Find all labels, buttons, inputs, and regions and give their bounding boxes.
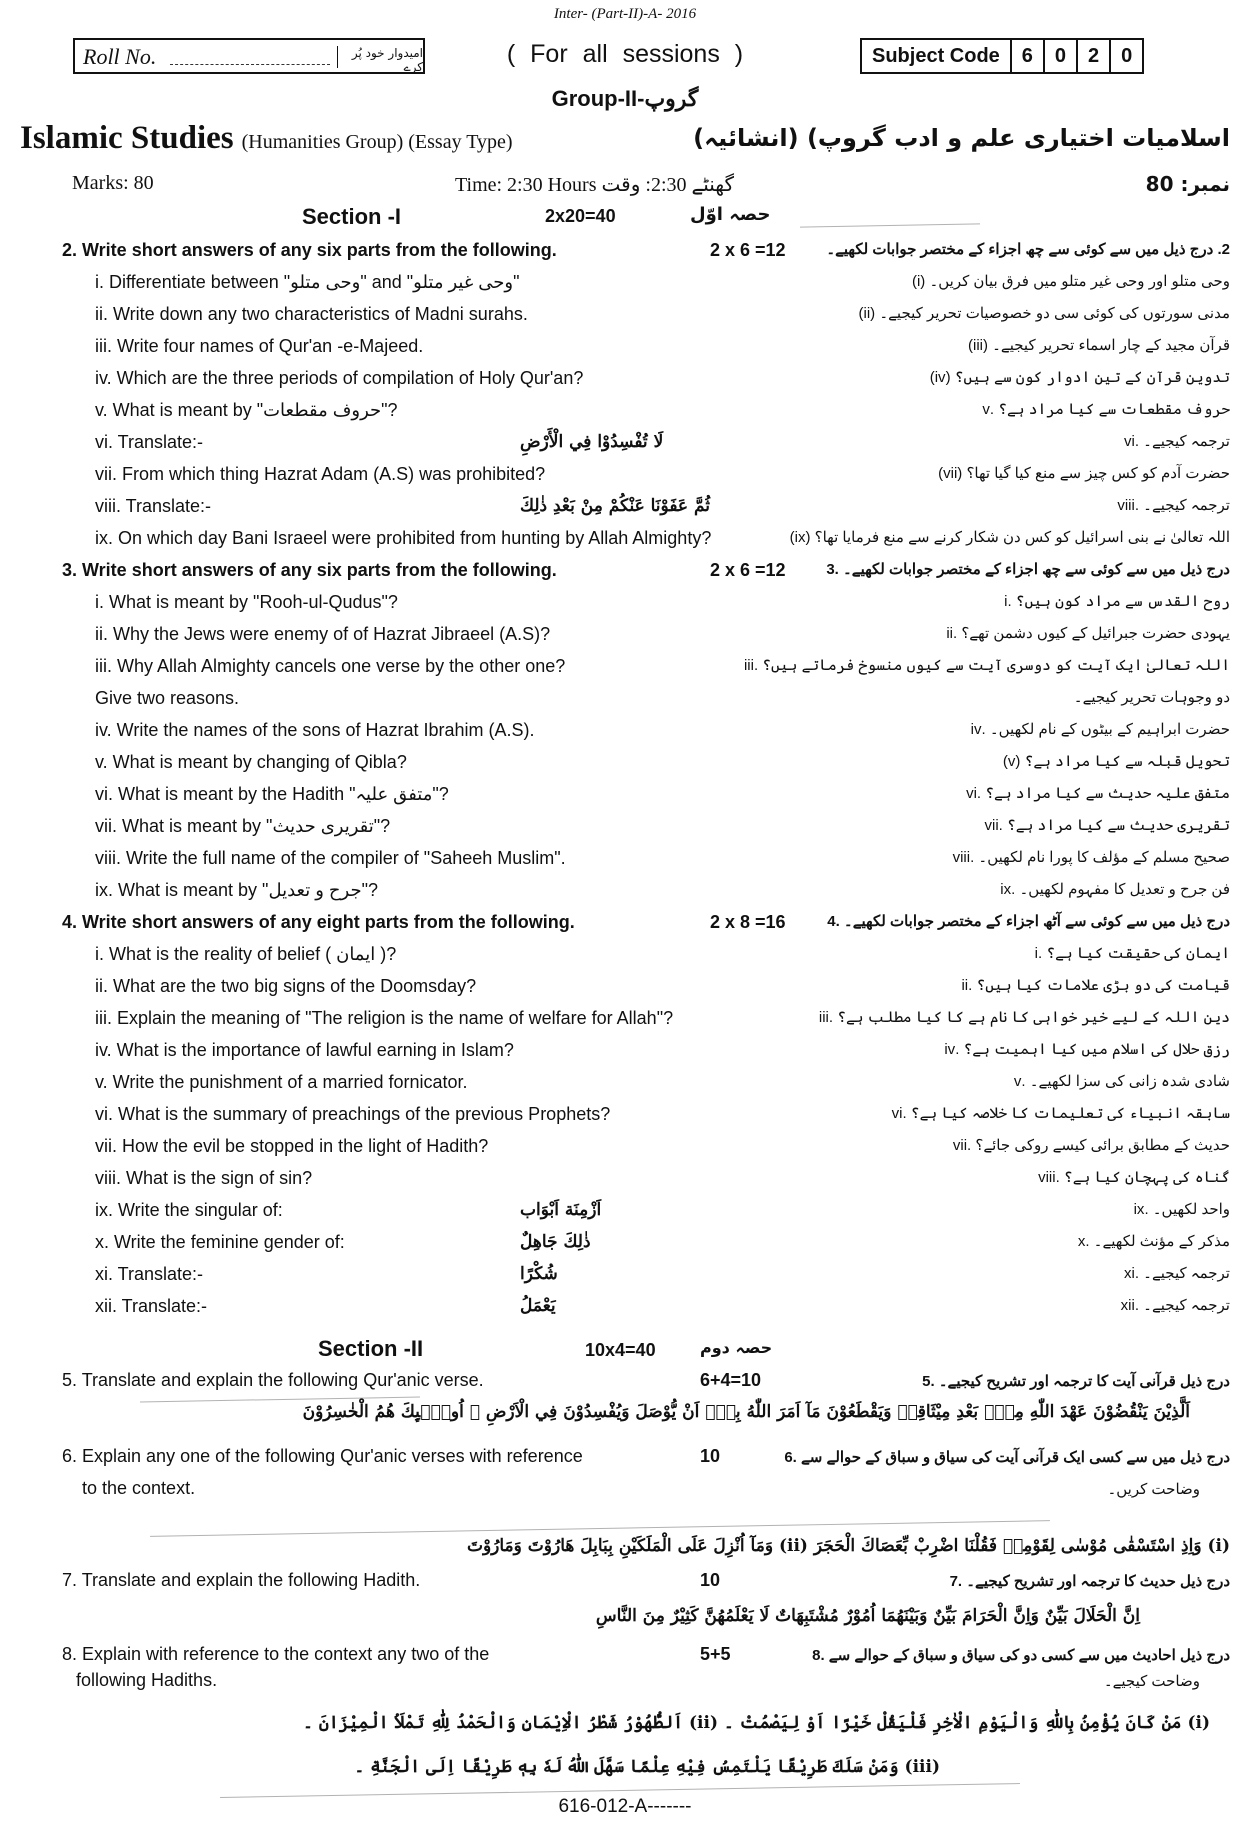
roll-label: Roll No. [83, 44, 157, 69]
question-text: iii. Explain the meaning of "The religion is the name of welfare for Allah"? [95, 1008, 674, 1028]
section-1-questions [0, 234, 1250, 1322]
section-1-urdu: حصہ اوّل [690, 204, 771, 225]
q7-urdu: درج ذیل حدیث کا ترجمہ اور تشریح کیجیے۔ .7 [949, 1573, 1230, 1590]
q8-urdu: درج ذیل احادیث میں سے کسی دو کی سیاق و سباق کے حوالے سے .8 [812, 1647, 1230, 1664]
question-urdu: درج ذیل میں سے کوئی سے آٹھ اجزاء کے مختصر جوابات لکھیے۔ .4 [827, 913, 1230, 930]
section-1-title: Section -I [302, 204, 402, 229]
arabic-text: شُكْرًا [520, 1264, 558, 1284]
question-part [0, 1226, 1250, 1258]
q8-text: 8. Explain with reference to the context any two of the [62, 1644, 490, 1664]
question-urdu: ترجمہ کیجیے۔ .xii [1120, 1297, 1230, 1314]
question-part [0, 1098, 1250, 1130]
question-marks: 2 x 6 =12 [710, 560, 786, 580]
question-part [0, 1130, 1250, 1162]
question-text: iv. Which are the three periods of compilation of Holy Qur'an? [95, 368, 584, 388]
q6-urdu: درج ذیل میں سے کسی ایک قرآنی آیت کی سیاق و سباق کے حوالے سے .6 [784, 1449, 1230, 1466]
question-urdu: متفق علیہ حدیث سے کیا مراد ہے؟ .vi [966, 785, 1230, 802]
question-urdu: 2. درج ذیل میں سے کوئی سے چھ اجزاء کے مختصر جوابات لکھیے۔ [826, 241, 1230, 258]
question-part [0, 714, 1250, 746]
q7-marks: 10 [700, 1570, 721, 1590]
title-main: Islamic Studies [20, 120, 234, 156]
question-text: i. What is the reality of belief ( ایمان )? [95, 944, 397, 964]
question-text: i. Differentiate between "وحی متلو" and "وحی غیر متلو" [95, 272, 520, 292]
question-urdu: تقریری حدیث سے کیا مراد ہے؟ .vii [984, 817, 1230, 834]
q6-text: 6. Explain any one of the following Qur'anic verses with reference [62, 1446, 583, 1466]
handwriting-mark [150, 1520, 1050, 1537]
q8-text-2: following Hadiths. [76, 1670, 218, 1690]
question-text: v. What is meant by "حروف مقطعات"? [95, 400, 398, 420]
q6-verses: (i) وَاِذِ اسْتَسْقٰى مُوْسٰى لِقَوْمِهٖ فَقُلْنَا اضْرِبْ بِّعَصَاكَ الْحَجَرَ (ii) وَمَآ اُنْزِلَ عَلَى الْمَلَكَيْنِ بِبَابِلَ هَارُوْتَ وَمَارُوْتَ [466, 1536, 1230, 1556]
question-heading [0, 234, 1250, 266]
q7-text: 7. Translate and explain the following Hadith. [62, 1570, 421, 1590]
code-digit: 2 [1078, 40, 1111, 72]
question-urdu: دو وجوہات تحریر کیجیے۔ [1073, 689, 1230, 706]
question-text: vi. What is the summary of preachings of the previous Prophets? [95, 1104, 611, 1124]
title-sub: (Humanities Group) (Essay Type) [241, 131, 513, 153]
section-2-title: Section -II [318, 1336, 424, 1361]
question-urdu: مدنی سورتوں کی کوئی سی دو خصوصیات تحریر کیجیے۔ (ii) [858, 305, 1230, 322]
q8-hadith-1-2: (i) مَنْ كَانَ يُؤْمِنُ بِاللّٰهِ وَالْيَوْمِ الْاٰخِرِ فَلْيَقُلْ خَيْرًا اَوْ لِيَصْمُتْ ۔ (ii) اَلطُّهُوْرُ شَطْرُ الْاِيْمَانِ وَالْحَمْدُ لِلّٰهِ تَمْلَاُ الْمِيْزَانَ ۔ [302, 1713, 1210, 1733]
question-part [0, 586, 1250, 618]
question-urdu: روح القدس سے مراد کون ہیں؟ .i [1004, 593, 1230, 610]
question-part [0, 1290, 1250, 1322]
question-text: ii. What are the two big signs of the Doomsday? [95, 976, 477, 996]
question-text: 2. Write short answers of any six parts from the following. [62, 240, 557, 260]
arabic-text: ذٰلِكَ جَاهِلٌ [520, 1232, 591, 1252]
question-urdu: مذکر کے مؤنث لکھیے۔ .x [1077, 1233, 1230, 1250]
question-urdu: صحیح مسلم کے مؤلف کا پورا نام لکھیں۔ .viii [952, 849, 1230, 866]
roll-urdu-note: امیدوار خود پُر کرے [337, 46, 423, 68]
question-text: 3. Write short answers of any six parts from the following. [62, 560, 557, 580]
question-text: iii. Why Allah Almighty cancels one verse by the other one? [95, 656, 566, 676]
question-part [0, 842, 1250, 874]
time-allowed: Time: 2:30 Hours گھنٹے 2:30: وقت [455, 174, 735, 196]
question-text: vii. From which thing Hazrat Adam (A.S) was prohibited? [95, 464, 546, 484]
q5-urdu: درج ذیل قرآنی آیت کا ترجمہ اور تشریح کیجیے۔ .5 [922, 1373, 1230, 1390]
group-label: Group-II-گروپ [551, 86, 699, 111]
question-urdu: وحی متلو اور وحی غیر متلو میں فرق بیان کریں۔ (i) [911, 273, 1230, 290]
question-part [0, 1162, 1250, 1194]
question-urdu: قرآن مجید کے چار اسماء تحریر کیجیے۔ (iii) [967, 337, 1230, 354]
question-urdu: ایمان کی حقیقت کیا ہے؟ .i [1034, 945, 1230, 962]
question-text: ix. On which day Bani Israeel were prohibited from hunting by Allah Almighty? [95, 528, 712, 548]
question-part [0, 522, 1250, 554]
question-text: vi. Translate:- [95, 432, 204, 452]
question-text: viii. What is the sign of sin? [95, 1168, 313, 1188]
question-part [0, 618, 1250, 650]
code-digit: 6 [1012, 40, 1045, 72]
total-marks: Marks: 80 [72, 172, 154, 194]
q7-hadith: اِنَّ الْحَلَالَ بَيِّنٌ وَاِنَّ الْحَرَامَ بَيِّنٌ وَبَيْنَهُمَا اُمُوْرٌ مُشْتَبِهَاتٌ لَا يَعْلَمُهُنَّ كَثِيْرٌ مِنَ النَّاسِ [595, 1606, 1140, 1626]
question-text: iii. Write four names of Qur'an -e-Majeed. [95, 336, 424, 356]
q8-urdu-2: وضاحت کیجیے۔ [1103, 1673, 1200, 1690]
question-marks: 2 x 6 =12 [710, 240, 786, 260]
paper-title [20, 120, 513, 157]
question-urdu: گناہ کی پہچان کیا ہے؟ .viii [1038, 1169, 1230, 1186]
question-urdu: رزق حلال کی اسلام میں کیا اہمیت ہے؟ .iv [944, 1041, 1230, 1058]
question-text: x. Write the feminine gender of: [95, 1232, 345, 1252]
question-heading [0, 906, 1250, 938]
section-2-urdu: حصہ دوم [700, 1338, 773, 1357]
section-1-marks: 2x20=40 [545, 206, 616, 226]
question-part [0, 362, 1250, 394]
question-part [0, 1002, 1250, 1034]
question-urdu: شادی شدہ زانی کی سزا لکھیے۔ .v [1013, 1073, 1230, 1090]
question-part [0, 490, 1250, 522]
sessions-label: ( For all sessions ) [506, 40, 744, 68]
q6-urdu-2: وضاحت کریں۔ [1107, 1481, 1200, 1498]
question-part [0, 1034, 1250, 1066]
question-text: ix. Write the singular of: [95, 1200, 283, 1220]
question-part [0, 266, 1250, 298]
question-text: iv. What is the importance of lawful earning in Islam? [95, 1040, 514, 1060]
total-marks-urdu: نمبر: 80 [1145, 172, 1230, 196]
question-urdu: قیامت کی دو بڑی علامات کیا ہیں؟ .ii [961, 977, 1230, 994]
question-part [0, 1194, 1250, 1226]
question-text: ii. Write down any two characteristics of Madni surahs. [95, 304, 528, 324]
question-text: 4. Write short answers of any eight parts from the following. [62, 912, 575, 932]
question-part [0, 1066, 1250, 1098]
question-text: ii. Why the Jews were enemy of of Hazrat Jibraeel (A.S)? [95, 624, 551, 644]
q5-marks: 6+4=10 [700, 1370, 762, 1390]
question-text: Give two reasons. [95, 688, 240, 708]
question-part [0, 394, 1250, 426]
question-text: iv. Write the names of the sons of Hazrat Ibrahim (A.S). [95, 720, 535, 740]
question-part [0, 650, 1250, 682]
paper-code: Inter- (Part-II)-A- 2016 [553, 6, 697, 22]
question-part [0, 970, 1250, 1002]
section-2-marks: 10x4=40 [585, 1340, 656, 1360]
question-text: xii. Translate:- [95, 1296, 208, 1316]
question-urdu: حضرت آدم کو کس چیز سے منع کیا گیا تھا؟ (vii) [938, 465, 1230, 482]
arabic-text: يَعْمَلُ [520, 1296, 556, 1316]
question-urdu: ترجمہ کیجیے۔ .viii [1117, 497, 1230, 514]
question-text: viii. Translate:- [95, 496, 212, 516]
question-urdu: فن جرح و تعدیل کا مفہوم لکھیں۔ .ix [1000, 881, 1230, 898]
question-urdu: دین اللہ کے لیے خیر خواہی کا نام ہے کا کیا مطلب ہے؟ .iii [818, 1009, 1230, 1026]
question-urdu: اللہ تعالیٰ نے بنی اسرائیل کو کس دن شکار کرنے سے منع فرمایا تھا؟ (ix) [789, 529, 1230, 546]
question-text: vii. What is meant by "تقریری حدیث"? [95, 816, 391, 836]
question-urdu: اللہ تعالیٰ ایک آیت کو دوسری آیت سے کیوں منسوخ فرماتے ہیں؟ .iii [743, 657, 1230, 674]
q8-marks: 5+5 [700, 1644, 731, 1664]
question-part [0, 298, 1250, 330]
question-urdu: حروف مقطعات سے کیا مراد ہے؟ .v [982, 401, 1230, 418]
question-part [0, 330, 1250, 362]
arabic-text: ثُمَّ عَفَوْنَا عَنْكُمْ مِنْ بَعْدِ ذٰلِكَ [520, 496, 711, 516]
question-urdu: واحد لکھیں۔ .ix [1133, 1201, 1230, 1218]
question-part [0, 746, 1250, 778]
footer-code: 616-012-A------- [558, 1796, 692, 1817]
question-urdu: ترجمہ کیجیے۔ .vi [1124, 433, 1230, 450]
q5-text: 5. Translate and explain the following Qur'anic verse. [62, 1370, 484, 1390]
arabic-text: لَا تُفْسِدُوْا فِي الْأَرْضِ [520, 432, 664, 452]
question-part [0, 810, 1250, 842]
question-urdu: حضرت ابراہیم کے بیٹوں کے نام لکھیں۔ .iv [970, 721, 1230, 738]
question-text: v. What is meant by changing of Qibla? [95, 752, 407, 772]
question-heading [0, 554, 1250, 586]
question-urdu: سابقہ انبیاء کی تعلیمات کا خلاصہ کیا ہے؟ .vi [891, 1105, 1230, 1122]
question-marks: 2 x 8 =16 [710, 912, 786, 932]
question-text: v. Write the punishment of a married fornicator. [95, 1072, 468, 1092]
question-urdu: حدیث کے مطابق برائی کیسے روکی جائے؟ .vii [952, 1137, 1230, 1154]
question-text: ix. What is meant by "جرح و تعدیل"? [95, 880, 379, 900]
question-part [0, 426, 1250, 458]
question-urdu: درج ذیل میں سے کوئی سے چھ اجزاء کے مختصر جوابات لکھیے۔ .3 [826, 561, 1230, 578]
subject-code-box [860, 38, 1144, 74]
question-text: i. What is meant by "Rooh-ul-Qudus"? [95, 592, 398, 612]
question-part [0, 938, 1250, 970]
question-text: viii. Write the full name of the compiler of "Saheeh Muslim". [95, 848, 566, 868]
arabic-text: اَزْمِنَة اَبْوَاب [520, 1200, 602, 1220]
q6-text-2: to the context. [82, 1478, 196, 1498]
question-urdu: ترجمہ کیجیے۔ .xi [1124, 1265, 1230, 1282]
question-text: vii. How the evil be stopped in the light of Hadith? [95, 1136, 489, 1156]
question-part [0, 778, 1250, 810]
question-urdu: تدوین قرآن کے تین ادوار کون سے ہیں؟ (iv) [929, 369, 1230, 386]
q8-hadith-3: (iii) وَمَنْ سَلَكَ طَرِيْقًا يَلْتَمِسُ فِيْهِ عِلْمًا سَهَّلَ اللّٰهُ لَهٗ بِهٖ طَرِيْقًا اِلَى الْجَنَّةِ ۔ [354, 1757, 940, 1777]
q5-verse: اَلَّذِيْنَ يَنْقُضُوْنَ عَهْدَ اللّٰهِ مِنْۢ بَعْدِ مِيْثَاقِهٖ وَيَقْطَعُوْنَ مَآ اَمَرَ اللّٰهُ بِهٖٓ اَنْ يُّوْصَلَ وَيُفْسِدُوْنَ فِي الْاَرْضِ ۭ اُولٰۗىِٕكَ ھُمُ الْخٰسِرُوْنَ [302, 1402, 1190, 1422]
q6-marks: 10 [700, 1446, 721, 1466]
question-part [0, 458, 1250, 490]
subject-code-label: Subject Code [862, 40, 1012, 72]
question-text: vi. What is meant by the Hadith "متفق علیہ"? [95, 784, 449, 804]
paper-title-urdu: اسلامیات اختیاری علم و ادب گروپ) (انشائیہ) [693, 124, 1230, 152]
question-part [0, 1258, 1250, 1290]
code-digit: 0 [1045, 40, 1078, 72]
question-part [0, 874, 1250, 906]
code-digit: 0 [1121, 45, 1133, 67]
question-urdu: تحویل قبلہ سے کیا مراد ہے؟ (v) [1002, 753, 1230, 770]
handwriting-mark [800, 223, 980, 227]
question-part [0, 682, 1250, 714]
question-urdu: یہودی حضرت جبرائیل کے کیوں دشمن تھے؟ .ii [946, 625, 1230, 642]
question-text: xi. Translate:- [95, 1264, 204, 1284]
